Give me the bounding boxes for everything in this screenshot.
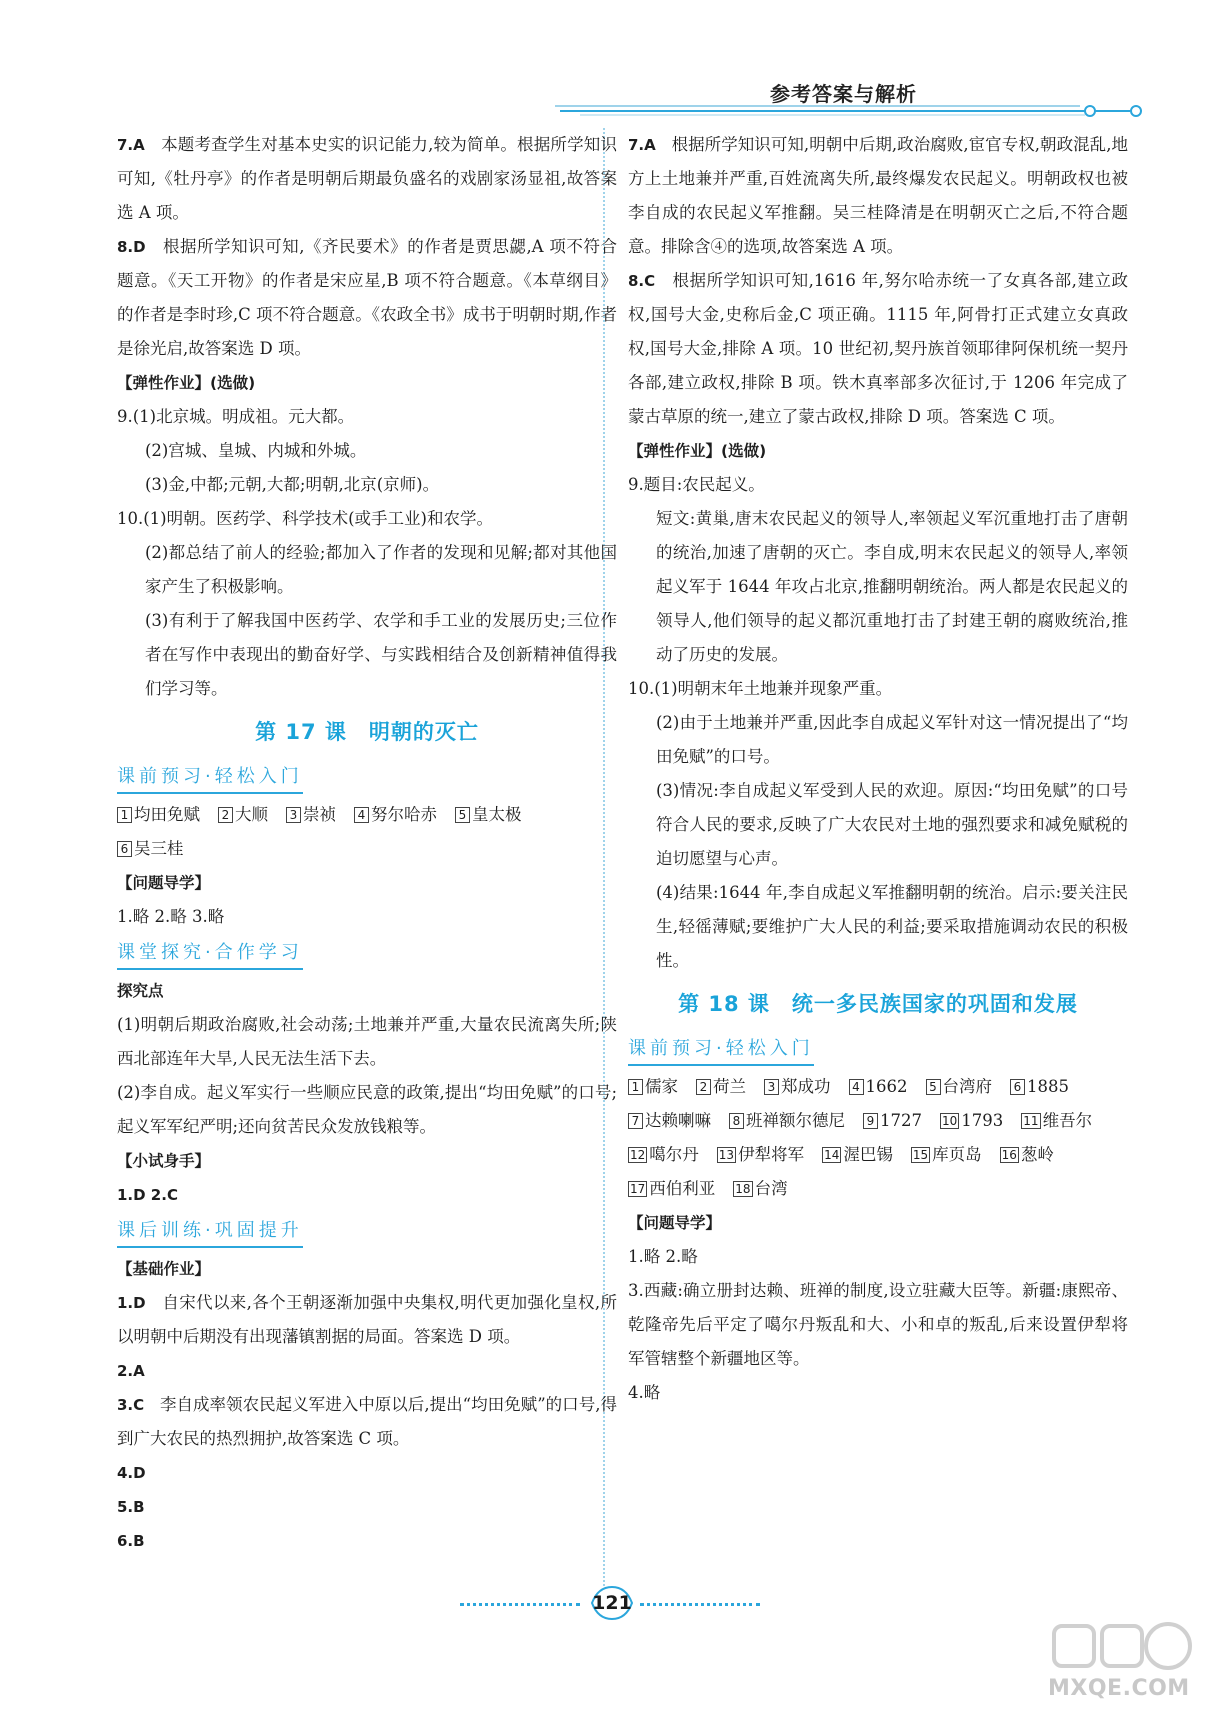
preview-terms: [117, 798, 617, 866]
footer-dots-left: [460, 1603, 580, 1606]
term-text: 班禅额尔德尼: [746, 1111, 845, 1130]
answer-number: 8.D: [117, 238, 146, 256]
term-number: 3: [286, 807, 301, 823]
answer-number: 3.C: [117, 1396, 145, 1414]
preview-term: [717, 1138, 804, 1172]
term-text: 吴三桂: [134, 839, 184, 858]
answer-7: [117, 128, 617, 230]
guide-label: 【问题导学】: [117, 874, 211, 892]
preview-section-heading: 课前预习·轻松入门: [628, 1034, 814, 1066]
term-number: 12: [630, 1148, 646, 1162]
answer-10-4: (4)结果:1644 年,李自成起义军推翻明朝的统治。启示:要关注民生,轻徭薄赋;要维护广大人民的利益;要采取措施调动农民的积极性。: [656, 883, 1128, 970]
lesson-18-title: [628, 988, 1128, 1018]
term-text: 台湾府: [942, 1077, 992, 1096]
guide-label: 【问题导学】: [628, 1214, 722, 1232]
term-number: 17: [630, 1182, 646, 1196]
basic-answer-1: [117, 1286, 617, 1354]
answer-number: 7.A: [117, 136, 145, 154]
page-header: [0, 0, 1224, 120]
term-text: 台湾: [754, 1179, 788, 1198]
term-text: 大顺: [235, 805, 268, 824]
answer-10-2: (2)都总结了前人的经验;都加入了作者的发现和见解;都对其他国家产生了积极影响。: [145, 543, 617, 596]
lesson-name: 明朝的灭亡: [368, 720, 479, 744]
explore-section-heading: 课堂探究·合作学习: [117, 938, 303, 970]
preview-term: [696, 1070, 746, 1104]
term-number: 2: [218, 807, 233, 823]
term-number: 6: [117, 841, 132, 857]
guide-answer-4: 4.略: [628, 1383, 661, 1402]
answer-8: [628, 264, 1128, 434]
header-title: 参考答案与解析: [770, 82, 917, 106]
term-text: 库页岛: [932, 1145, 982, 1164]
answer-number: 7.A: [628, 136, 656, 154]
term-number: 3: [764, 1079, 779, 1095]
preview-term: [286, 798, 336, 832]
header-decoration: [0, 100, 1224, 120]
explore-label: 探究点: [117, 982, 164, 1000]
answer-9-title: 9.题目:农民起义。: [628, 475, 765, 494]
preview-term: [354, 798, 437, 832]
preview-term: [628, 1172, 715, 1206]
lesson-name: 统一多民族国家的巩固和发展: [791, 992, 1078, 1016]
page-number: 121: [592, 1592, 632, 1614]
answer-text: 自宋代以来,各个王朝逐渐加强中央集权,明代更加强化皇权,所以明朝中后期没有出现藩镇割据的局面。答案选 D 项。: [117, 1293, 617, 1346]
term-text: 西伯利亚: [649, 1179, 716, 1198]
basic-answer-2: 2.A: [117, 1362, 145, 1380]
answer-10-1: 10.(1)明朝末年土地兼并现象严重。: [628, 679, 893, 698]
answer-text: 根据所学知识可知,《齐民要术》的作者是贾思勰,A 项不符合题意。《天工开物》的作者是宋应星,B 项不符合题意。《本草纲目》的作者是李时珍,C 项不符合题意。《农政全书》成书于明朝时期,作者是徐光启,故答案选 D 项。: [117, 237, 617, 358]
footer-dots-right: [640, 1603, 760, 1606]
basic-answer-6: 6.B: [117, 1532, 145, 1550]
preview-section-heading: 课前预习·轻松入门: [117, 762, 303, 794]
preview-term: [729, 1104, 845, 1138]
term-number: 4: [849, 1079, 864, 1095]
answer-7: [628, 128, 1128, 264]
basic-answer-5: 5.B: [117, 1498, 145, 1516]
term-number: 18: [735, 1182, 751, 1196]
answer-9-2: (2)宫城、皇城、内城和外城。: [145, 441, 367, 460]
preview-term: [822, 1138, 893, 1172]
answer-9-essay: 短文:黄巢,唐末农民起义的领导人,率领起义军沉重地打击了唐朝的统治,加速了唐朝的灭亡。李自成,明末农民起义的领导人,率领起义军于 1644 年攻占北京,推翻明朝统治。两人都是农民起义的领导人,他们领导的起义都沉重地打击了封建王朝的腐败统治,推动了历史的发展。: [656, 509, 1128, 664]
term-text: 均田免赋: [134, 805, 200, 824]
watermark-text: MXQE.COM: [1048, 1676, 1190, 1701]
lesson-number: 第 18 课: [678, 992, 770, 1016]
term-text: 1793: [961, 1111, 1004, 1130]
preview-term: [628, 1138, 699, 1172]
term-number: 14: [824, 1148, 840, 1162]
try-label: 【小试身手】: [117, 1152, 211, 1170]
lesson-17-title: [117, 716, 617, 746]
guide-answer-3: 3.西藏:确立册封达赖、班禅的制度,设立驻藏大臣等。新疆:康熙帝、乾隆帝先后平定了噶尔丹叛乱和大、小和卓的叛乱,后来设置伊犁将军管辖整个新疆地区等。: [628, 1281, 1128, 1368]
preview-term: [628, 1070, 678, 1104]
basic-homework-label: 【基础作业】: [117, 1260, 211, 1278]
term-number: 16: [1001, 1148, 1017, 1162]
preview-term: [1021, 1104, 1092, 1138]
answer-number: 8.C: [628, 272, 656, 290]
answer-9-1: 9.(1)北京城。明成祖。元大都。: [117, 407, 355, 426]
answer-text: 本题考查学生对基本史实的识记能力,较为简单。根据所学知识可知,《牡丹亭》的作者是明朝后期最负盛名的戏剧家汤显祖,故答案选 A 项。: [117, 135, 617, 222]
term-number: 7: [628, 1113, 643, 1129]
term-text: 儒家: [645, 1077, 678, 1096]
page-footer: [450, 1585, 770, 1625]
term-text: 噶尔丹: [649, 1145, 699, 1164]
answer-10-1: 10.(1)明朝。医药学、科学技术(或手工业)和农学。: [117, 509, 493, 528]
guide-answers: 1.略 2.略: [628, 1247, 698, 1266]
term-text: 渥巴锡: [843, 1145, 893, 1164]
lesson-number: 第 17 课: [255, 720, 347, 744]
preview-term: [117, 832, 184, 866]
preview-term: [218, 798, 268, 832]
preview-term: [455, 798, 522, 832]
preview-term: [863, 1104, 922, 1138]
term-number: 1: [628, 1079, 643, 1095]
preview-term: [117, 798, 200, 832]
explore-answer-1: (1)明朝后期政治腐败,社会动荡;土地兼并严重,大量农民流离失所;陕西北部连年大旱,人民无法生活下去。: [117, 1015, 617, 1068]
basic-answer-3: [117, 1388, 617, 1456]
answer-text: 李自成率领农民起义军进入中原以后,提出“均田免赋”的口号,得到广大农民的热烈拥护,故答案选 C 项。: [117, 1395, 617, 1448]
preview-term: [1010, 1070, 1069, 1104]
term-number: 5: [455, 807, 470, 823]
term-text: 努尔哈赤: [371, 805, 437, 824]
term-number: 8: [729, 1113, 744, 1129]
term-number: 5: [926, 1079, 941, 1095]
answer-number: 1.D: [117, 1294, 146, 1312]
term-number: 13: [718, 1148, 735, 1162]
elastic-homework-label: 【弹性作业】(选做): [117, 374, 256, 392]
term-text: 郑成功: [781, 1077, 831, 1096]
term-text: 1662: [865, 1077, 908, 1096]
left-column: [117, 128, 617, 1558]
answer-text: 根据所学知识可知,明朝中后期,政治腐败,宦官专权,朝政混乱,地方上土地兼并严重,百姓流离失所,最终爆发农民起义。明朝政权也被李自成的农民起义军推翻。吴三桂降清是在明朝灭亡之后,不符合题意。排除含④的选项,故答案选 A 项。: [628, 135, 1128, 256]
term-text: 葱岭: [1020, 1145, 1054, 1164]
term-number: 1: [117, 807, 132, 823]
try-answers: 1.D 2.C: [117, 1186, 178, 1204]
term-number: 10: [942, 1114, 958, 1128]
preview-term: [926, 1070, 993, 1104]
term-text: 皇太极: [472, 805, 522, 824]
term-number: 4: [354, 807, 369, 823]
answer-10-2: (2)由于土地兼并严重,因此李自成起义军针对这一情况提出了“均田免赋”的口号。: [656, 713, 1128, 766]
after-class-section-heading: 课后训练·巩固提升: [117, 1216, 303, 1248]
term-text: 荷兰: [713, 1077, 746, 1096]
preview-term: [1000, 1138, 1054, 1172]
watermark: [1048, 1620, 1208, 1710]
term-text: 崇祯: [303, 805, 336, 824]
term-number: 6: [1010, 1079, 1025, 1095]
answer-10-3: (3)有利于了解我国中医药学、农学和手工业的发展历史;三位作者在写作中表现出的勤奋好学、与实践相结合及创新精神值得我们学习等。: [145, 611, 617, 698]
preview-term: [628, 1104, 711, 1138]
term-number: 11: [1023, 1114, 1039, 1128]
term-text: 达赖喇嘛: [645, 1111, 711, 1130]
right-column: [628, 128, 1128, 1410]
guide-answers: 1.略 2.略 3.略: [117, 907, 225, 926]
preview-term: [940, 1104, 1003, 1138]
preview-terms: [628, 1070, 1128, 1206]
term-number: 15: [912, 1148, 929, 1162]
answer-text: 根据所学知识可知,1616 年,努尔哈赤统一了女真各部,建立政权,国号大金,史称后金,C 项正确。1115 年,阿骨打正式建立女真政权,国号大金,排除 A 项。10 世纪初,契丹族首领耶律阿保机统一契丹各部,建立政权,排除 B 项。铁木真率部多次征讨,于 1206 年完成了蒙古草原的统一,建立了蒙古政权,排除 D 项。答案选 C 项。: [628, 271, 1128, 426]
elastic-homework-label: 【弹性作业】(选做): [628, 442, 767, 460]
preview-term: [764, 1070, 831, 1104]
explore-answer-2: (2)李自成。起义军实行一些顺应民意的政策,提出“均田免赋”的口号;起义军军纪严明;还向贫苦民众发放钱粮等。: [117, 1083, 617, 1136]
term-number: 9: [863, 1113, 878, 1129]
answer-9-3: (3)金,中都;元朝,大都;明朝,北京(京师)。: [145, 475, 440, 494]
term-text: 维吾尔: [1042, 1111, 1093, 1130]
term-number: 2: [696, 1079, 711, 1095]
answer-8: [117, 230, 617, 366]
preview-term: [911, 1138, 982, 1172]
term-text: 1727: [880, 1111, 922, 1130]
watermark-logo-icon: [1048, 1620, 1198, 1680]
answer-10-3: (3)情况:李自成起义军受到人民的欢迎。原因:“均田免赋”的口号符合人民的要求,反映了广大农民对土地的强烈要求和减免赋税的迫切愿望与心声。: [656, 781, 1128, 868]
term-text: 伊犁将军: [738, 1145, 805, 1164]
preview-term: [849, 1070, 908, 1104]
basic-answer-4: 4.D: [117, 1464, 146, 1482]
term-text: 1885: [1027, 1077, 1069, 1096]
preview-term: [733, 1172, 787, 1206]
